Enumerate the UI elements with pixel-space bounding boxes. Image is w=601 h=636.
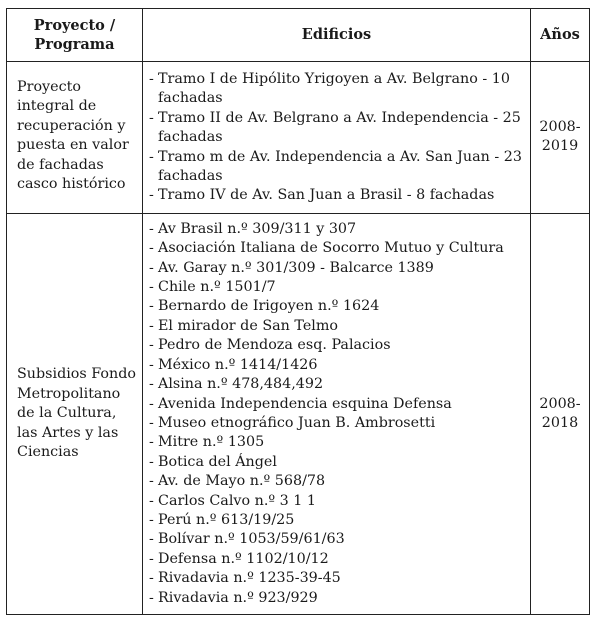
buildings-list <box>149 220 524 608</box>
list-item: - Museo etnográfico Juan B. Ambrosetti <box>149 414 524 433</box>
header-buildings: Edificios <box>143 9 531 62</box>
header-years: Años <box>531 9 590 62</box>
list-item: - Rivadavia n.º 923/929 <box>149 589 524 608</box>
buildings-list <box>149 70 524 206</box>
list-item: - Alsina n.º 478,484,492 <box>149 375 524 394</box>
projects-table <box>6 8 590 615</box>
list-item: - Tramo IV de Av. San Juan a Brasil - 8 fachadas <box>149 186 524 205</box>
list-item: - Av. Garay n.º 301/309 - Balcarce 1389 <box>149 259 524 278</box>
list-item: - México n.º 1414/1426 <box>149 356 524 375</box>
table-row <box>7 213 590 614</box>
list-item: - Tramo m de Av. Independencia a Av. San Juan - 23 fachadas <box>149 148 524 187</box>
table-row <box>7 62 590 214</box>
list-item: - Av Brasil n.º 309/311 y 307 <box>149 220 524 239</box>
list-item: - Perú n.º 613/19/25 <box>149 511 524 530</box>
project-cell: Subsidios Fondo Metropolitano de la Cultura, las Artes y las Ciencias <box>7 213 143 614</box>
list-item: - Pedro de Mendoza esq. Palacios <box>149 336 524 355</box>
years-cell: 2008-2018 <box>531 213 590 614</box>
project-cell: Proyecto integral de recuperación y puesta en valor de fachadas casco histórico <box>7 62 143 214</box>
document <box>6 8 589 615</box>
list-item: - Av. de Mayo n.º 568/78 <box>149 472 524 491</box>
list-item: - El mirador de San Telmo <box>149 317 524 336</box>
list-item: - Carlos Calvo n.º 3 1 1 <box>149 492 524 511</box>
years-cell: 2008-2019 <box>531 62 590 214</box>
buildings-cell <box>143 213 531 614</box>
buildings-cell <box>143 62 531 214</box>
list-item: - Tramo I de Hipólito Yrigoyen a Av. Belgrano - 10 fachadas <box>149 70 524 109</box>
list-item: - Botica del Ángel <box>149 453 524 472</box>
list-item: - Rivadavia n.º 1235-39-45 <box>149 569 524 588</box>
header-row <box>7 9 590 62</box>
list-item: - Avenida Independencia esquina Defensa <box>149 395 524 414</box>
header-project: Proyecto / Programa <box>7 9 143 62</box>
list-item: - Chile n.º 1501/7 <box>149 278 524 297</box>
list-item: - Bolívar n.º 1053/59/61/63 <box>149 530 524 549</box>
list-item: - Mitre n.º 1305 <box>149 433 524 452</box>
list-item: - Defensa n.º 1102/10/12 <box>149 550 524 569</box>
list-item: - Asociación Italiana de Socorro Mutuo y Cultura <box>149 239 524 258</box>
list-item: - Tramo II de Av. Belgrano a Av. Independencia - 25 fachadas <box>149 109 524 148</box>
list-item: - Bernardo de Irigoyen n.º 1624 <box>149 297 524 316</box>
